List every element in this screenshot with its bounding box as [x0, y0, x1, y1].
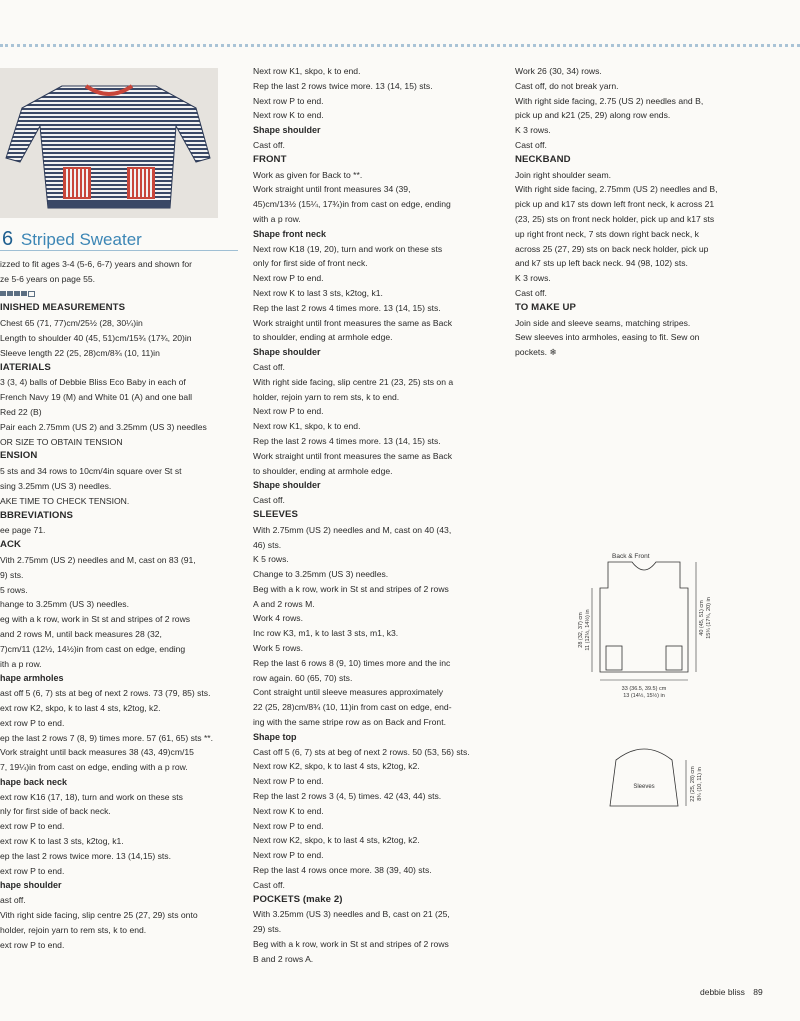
rating-square-icon	[21, 291, 27, 296]
text-line: and 2 rows M, until back measures 28 (32,	[0, 628, 162, 639]
sweater-photo	[0, 68, 218, 218]
subsection-heading: hape shoulder	[0, 880, 62, 891]
text-line: Cast off.	[253, 361, 285, 372]
text-line: Chest 65 (71, 77)cm/25½ (28, 30¼)in	[0, 318, 143, 329]
text-line: K 3 rows.	[515, 273, 551, 284]
text-line: French Navy 19 (M) and White 01 (A) and one ball	[0, 392, 193, 403]
text-line: Beg with a k row, work in St st and stripes of 2 rows	[253, 939, 449, 950]
column-3	[515, 64, 765, 364]
section-heading: NECKBAND	[515, 153, 571, 165]
page-number: 89	[753, 987, 763, 997]
text-line: sing 3.25mm (US 3) needles.	[0, 480, 112, 491]
text-line: ep the last 2 rows twice more. 13 (14,15) sts.	[0, 850, 171, 861]
text-line: 7)cm/11 (12½, 14½)in from cast on edge, ending	[0, 643, 186, 654]
text-line: 7, 19¼)in from cast on edge, ending with a p row.	[0, 762, 188, 773]
subsection-heading: Shape shoulder	[253, 480, 321, 491]
section-heading: FRONT	[253, 153, 287, 165]
section-heading: ENSION	[0, 450, 38, 462]
text-line: Cast off, do not break yarn.	[515, 80, 619, 91]
text-line: Next row K to end.	[253, 110, 324, 121]
section-heading: IATERIALS	[0, 361, 51, 373]
text-line: Vith right side facing, slip centre 25 (27, 29) sts onto	[0, 910, 198, 921]
text-line: Next row K2, skpo, k to last 4 sts, k2tog, k2.	[253, 761, 420, 772]
text-line: Cont straight until sleeve measures approximately	[253, 687, 444, 698]
text-line: Vork straight until back measures 38 (43, 49)cm/15	[0, 747, 194, 758]
text-line: Work 26 (30, 34) rows.	[515, 66, 602, 76]
text-line: 3 (3, 4) balls of Debbie Bliss Eco Baby in each of	[0, 377, 186, 388]
text-line: 5 sts and 34 rows to 10cm/4in square over St st	[0, 466, 182, 477]
text-line: Next row K2, skpo, k to last 4 sts, k2tog, k2.	[253, 835, 420, 846]
text-line: Join side and sleeve seams, matching stripes.	[515, 317, 691, 328]
text-line: nly for first side of back neck.	[0, 806, 111, 817]
text-line: ext row P to end.	[0, 821, 65, 832]
text-line: Sleeve length 22 (25, 28)cm/8¾ (10, 11)in	[0, 347, 160, 358]
schematic-diagram	[560, 548, 740, 818]
text-line: eg with a k row, work in St st and stripes of 2 rows	[0, 614, 191, 625]
text-line: With 3.25mm (US 3) needles and B, cast on 21 (25,	[253, 909, 450, 920]
text-line: ast off.	[0, 895, 26, 906]
body-schematic	[600, 562, 688, 672]
text-line: Work straight until front measures the same as Back	[253, 317, 453, 328]
text-line: Rep the last 4 rows once more. 38 (39, 40) sts.	[253, 865, 432, 876]
text-line: Work as given for Back to **.	[253, 169, 363, 180]
text-line: 9) sts.	[0, 569, 24, 580]
rating-square-icon	[0, 291, 6, 296]
text-line: Work straight until front measures the same as Back	[253, 450, 453, 461]
bottom-measure-cm: 33 (36.5, 39.5) cm	[621, 686, 667, 692]
text-line: Next row K to end.	[253, 805, 324, 816]
subsection-heading: hape back neck	[0, 776, 68, 787]
text-line: Work straight until front measures 34 (39,	[253, 184, 411, 195]
pocket-left	[606, 646, 622, 670]
pattern-number: 6	[2, 228, 14, 250]
right-measure-in: 15¾ (17¾, 20) in	[706, 597, 712, 639]
text-line: up right front neck, 7 sts down right back neck, k	[515, 228, 699, 239]
text-line: with a p row.	[253, 213, 301, 224]
text-line: ith a p row.	[0, 658, 42, 669]
text-line: Change to 3.25mm (US 3) needles.	[253, 569, 389, 580]
text-line: ext row P to end.	[0, 865, 65, 876]
left-measure-cm: 28 (32, 37) cm	[578, 612, 584, 648]
text-line: Inc row K3, m1, k to last 3 sts, m1, k3.	[253, 628, 399, 639]
text-line: 29) sts.	[253, 924, 282, 935]
text-line: B and 2 rows A.	[253, 953, 314, 964]
title-underline	[0, 250, 238, 251]
text-line: hange to 3.25mm (US 3) needles.	[0, 599, 129, 610]
text-line: ze 5-6 years on page 55.	[0, 273, 96, 284]
pattern-name: Striped Sweater	[20, 230, 142, 249]
text-line: Next row P to end.	[253, 820, 324, 831]
column-1	[0, 257, 240, 977]
text-line: Next row P to end.	[253, 273, 324, 284]
sweater-illustration	[0, 68, 218, 218]
rating-square-icon	[7, 291, 13, 296]
text-line: pockets. ❄	[515, 347, 557, 358]
sleeve-measure-cm: 22 (25, 28) cm	[690, 766, 696, 802]
text-line: ext row P to end.	[0, 939, 65, 950]
text-line: Next row K to last 3 sts, k2tog, k1.	[253, 287, 383, 298]
text-line: pick up and k17 sts down left front neck, k across 21	[515, 199, 715, 210]
text-line: Join right shoulder seam.	[515, 169, 612, 180]
text-line: Work 5 rows.	[253, 643, 303, 654]
text-line: 22 (25, 28)cm/8¾ (10, 11)in from cast on edge, end-	[253, 702, 452, 713]
top-dotted-rule	[0, 44, 800, 47]
sleeve-schematic	[610, 749, 678, 806]
text-line: With right side facing, 2.75 (US 2) needles and B,	[515, 95, 704, 106]
text-line: With 2.75mm (US 2) needles and M, cast on 40 (43,	[253, 524, 452, 535]
text-line: (23, 25) sts on front neck holder, pick up and k17 sts	[515, 213, 715, 224]
text-line: Pair each 2.75mm (US 2) and 3.25mm (US 3) needles	[0, 421, 207, 432]
sleeve-measure-in: 8¾ (10, 11) in	[697, 767, 703, 801]
text-line: Cast off 5 (6, 7) sts at beg of next 2 rows. 50 (53, 56) sts.	[253, 746, 470, 757]
text-line: Next row P to end.	[253, 850, 324, 861]
text-line: holder, rejoin yarn to rem sts, k to end.	[0, 924, 147, 935]
text-line: Next row P to end.	[253, 406, 324, 417]
text-line: 45)cm/13½ (15¼, 17¾)in from cast on edge, ending	[253, 199, 451, 210]
text-line: only for first side of front neck.	[253, 258, 368, 269]
text-line: With right side facing, slip centre 21 (23, 25) sts on a	[253, 376, 454, 387]
subsection-heading: hape armholes	[0, 673, 64, 684]
pocket-right	[666, 646, 682, 670]
text-line: With right side facing, 2.75mm (US 2) needles and B,	[515, 184, 718, 195]
section-heading: SLEEVES	[253, 508, 298, 520]
text-line: Rep the last 2 rows 3 (4, 5) times. 42 (43, 44) sts.	[253, 791, 442, 802]
column-2	[253, 64, 501, 974]
text-line: ext row K2, skpo, k to last 4 sts, k2tog, k2.	[0, 702, 161, 713]
subsection-heading: Shape top	[253, 731, 297, 742]
text-line: Beg with a k row, work in St st and stripes of 2 rows	[253, 583, 449, 594]
back-front-label: Back & Front	[612, 553, 650, 560]
footer-brand: debbie bliss	[700, 987, 745, 997]
text-line: ast off 5 (6, 7) sts at beg of next 2 rows. 73 (79, 85) sts.	[0, 688, 211, 699]
text-line: Cast off.	[253, 495, 285, 506]
right-measure-cm: 40 (45, 51) cm	[699, 600, 705, 636]
rating-square-icon	[14, 291, 20, 296]
section-heading: INISHED MEASUREMENTS	[0, 302, 126, 314]
text-line: izzed to fit ages 3-4 (5-6, 6-7) years and shown for	[0, 259, 193, 269]
text-line: Cast off.	[515, 139, 547, 150]
page-footer	[700, 987, 763, 997]
rating-square-icon	[28, 291, 35, 297]
subsection-heading: Shape shoulder	[253, 347, 321, 358]
text-line: pick up and k21 (25, 29) along row ends.	[515, 110, 671, 121]
text-line: Next row K1, skpo, k to end.	[253, 66, 361, 76]
text-line: Rep the last 2 rows twice more. 13 (14, 15) sts.	[253, 80, 433, 91]
text-line: row again. 60 (65, 70) sts.	[253, 672, 353, 683]
subsection-heading: Shape shoulder	[253, 125, 321, 136]
text-line: AKE TIME TO CHECK TENSION.	[0, 495, 130, 506]
text-line: 5 rows.	[0, 584, 28, 595]
text-line: holder, rejoin yarn to rem sts, k to end.	[253, 391, 400, 402]
text-line: Cast off.	[253, 139, 285, 150]
text-line: ext row P to end.	[0, 717, 65, 728]
text-line: to shoulder, ending at armhole edge.	[253, 465, 393, 476]
text-line: Next row K1, skpo, k to end.	[253, 421, 361, 432]
text-line: Length to shoulder 40 (45, 51)cm/15¾ (17¾, 20)in	[0, 332, 192, 343]
subsection-heading: Shape front neck	[253, 228, 327, 239]
text-line: K 3 rows.	[515, 125, 551, 136]
section-heading: TO MAKE UP	[515, 301, 577, 313]
text-line: Sew sleeves into armholes, easing to fit. Sew on	[515, 332, 700, 343]
sleeves-label: Sleeves	[633, 784, 655, 790]
text-line: OR SIZE TO OBTAIN TENSION	[0, 436, 123, 447]
text-line: Work 4 rows.	[253, 613, 303, 624]
text-line: Rep the last 6 rows 8 (9, 10) times more and the inc	[253, 657, 451, 668]
difficulty-rating	[0, 287, 240, 302]
section-heading: BBREVIATIONS	[0, 509, 73, 521]
text-line: ep the last 2 rows 7 (8, 9) times more. 57 (61, 65) sts **.	[0, 732, 214, 743]
text-line: Vith 2.75mm (US 2) needles and M, cast on 83 (91,	[0, 554, 196, 565]
left-measure-in: 11 (12½, 14½) in	[585, 609, 591, 651]
text-line: Rep the last 2 rows 4 times more. 13 (14, 15) sts.	[253, 435, 441, 446]
text-line: ext row K16 (17, 18), turn and work on these sts	[0, 791, 183, 802]
text-line: Red 22 (B)	[0, 406, 42, 417]
text-line: to shoulder, ending at armhole edge.	[253, 332, 393, 343]
text-line: 46) sts.	[253, 539, 282, 550]
section-heading: POCKETS (make 2)	[253, 893, 343, 905]
text-line: Next row P to end.	[253, 95, 324, 106]
section-heading: ACK	[0, 539, 22, 551]
bottom-measure-in: 13 (14½, 15½) in	[623, 693, 665, 699]
text-line: ee page 71.	[0, 525, 46, 536]
text-line: Cast off.	[515, 287, 547, 298]
text-line: Next row P to end.	[253, 776, 324, 787]
text-line: ing with the same stripe row as on Back and Front.	[253, 717, 446, 728]
text-line: Rep the last 2 rows 4 times more. 13 (14, 15) sts.	[253, 302, 441, 313]
text-line: Next row K18 (19, 20), turn and work on these sts	[253, 243, 443, 254]
text-line: ext row K to last 3 sts, k2tog, k1.	[0, 836, 124, 847]
text-line: A and 2 rows M.	[253, 598, 315, 609]
text-line: Cast off.	[253, 879, 285, 890]
text-line: across 25 (27, 29) sts on back neck holder, pick up	[515, 243, 709, 254]
text-line: and k7 sts up left back neck. 94 (98, 102) sts.	[515, 258, 688, 269]
text-line: K 5 rows.	[253, 554, 289, 565]
pattern-title	[2, 228, 142, 251]
